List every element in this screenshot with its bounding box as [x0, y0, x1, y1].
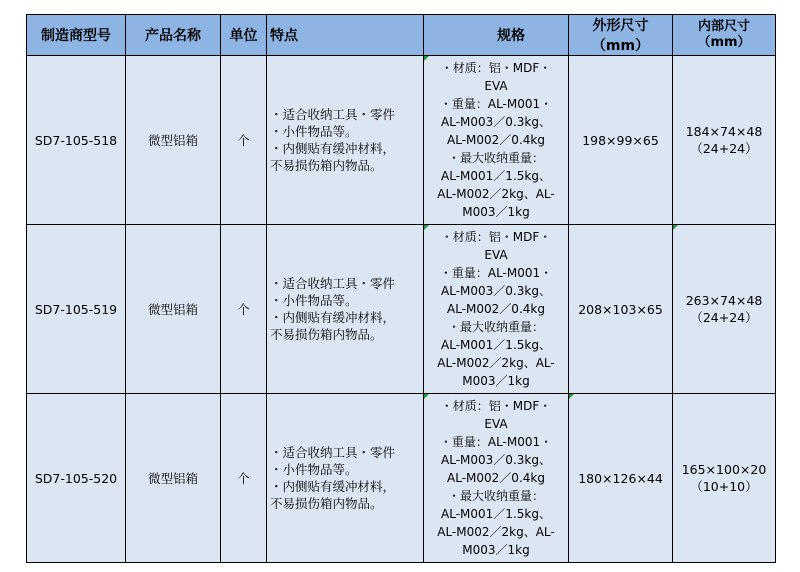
spec-line: AL-M001／1.5kg、: [441, 338, 551, 352]
header-name: 产品名称: [126, 15, 221, 56]
cell-model: SD7-105-520: [27, 394, 126, 563]
header-inner-size-line2: （mm）: [697, 35, 751, 50]
spec-line: AL-M002／0.4kg: [447, 302, 545, 316]
spec-line: M003／1kg: [462, 205, 530, 219]
spec-line: AL-M002／2kg、AL-: [437, 356, 555, 370]
spec-line: AL-M003／0.3kg、: [441, 453, 551, 467]
spec-line: AL-M002／2kg、AL-: [437, 525, 555, 539]
cell-name: 微型铝箱: [126, 56, 221, 225]
header-features: 特点: [267, 15, 424, 56]
inner-size-line: 184×74×48: [685, 124, 763, 139]
inner-size-line: （24+24）: [690, 141, 758, 156]
spec-line: AL-M003／0.3kg、: [441, 115, 551, 129]
cell-specs: [424, 56, 569, 225]
header-inner-size-line1: 内部尺寸: [697, 19, 750, 34]
product-spec-table: [26, 14, 776, 563]
cell-outer-size: [569, 394, 673, 563]
cell-model: SD7-105-519: [27, 225, 126, 394]
header-inner-size: [673, 15, 776, 56]
cell-unit: 个: [221, 394, 267, 563]
comment-marker-icon: [673, 225, 678, 230]
feature-line: 不易损伤箱内物品。: [270, 327, 383, 342]
spec-line: ・重量：AL-M001・: [439, 97, 553, 111]
feature-line: ・小件物品等。: [270, 462, 358, 477]
outer-size-value: 180×126×44: [578, 470, 663, 486]
spec-line: ・最大收纳重量：: [447, 320, 544, 334]
feature-line: 不易损伤箱内物品。: [270, 496, 383, 511]
spec-line: ・重量：AL-M001・: [439, 435, 553, 449]
cell-unit: 个: [221, 225, 267, 394]
feature-line: ・适合收纳工具・零件: [270, 107, 396, 122]
header-row: [27, 15, 776, 56]
product-table-wrapper: [26, 14, 776, 563]
cell-model: SD7-105-518: [27, 56, 126, 225]
comment-marker-icon: [569, 394, 574, 399]
spec-line: EVA: [484, 417, 508, 431]
inner-size-line: （24+24）: [690, 310, 758, 325]
spec-line: ・材质：铝・MDF・: [440, 61, 552, 75]
cell-name: 微型铝箱: [126, 394, 221, 563]
table-row: [27, 394, 776, 563]
inner-size-line: 165×100×20: [681, 462, 767, 477]
spec-line: EVA: [484, 248, 508, 262]
cell-features: [267, 225, 424, 394]
feature-line: ・小件物品等。: [270, 293, 358, 308]
spec-line: AL-M002／0.4kg: [447, 133, 545, 147]
feature-line: ・内侧贴有缓冲材料，: [270, 310, 396, 325]
table-row: [27, 56, 776, 225]
cell-inner-size: [673, 225, 776, 394]
cell-unit: 个: [221, 56, 267, 225]
spec-line: M003／1kg: [462, 543, 530, 557]
feature-line: ・适合收纳工具・零件: [270, 276, 396, 291]
spec-line: EVA: [484, 79, 508, 93]
comment-marker-icon: [424, 394, 429, 399]
inner-size-line: 263×74×48: [685, 293, 763, 308]
table-row: [27, 225, 776, 394]
spec-line: AL-M001／1.5kg、: [441, 507, 551, 521]
feature-line: ・适合收纳工具・零件: [270, 445, 396, 460]
spec-line: ・材质：铝・MDF・: [440, 399, 552, 413]
spec-line: AL-M002／0.4kg: [447, 471, 545, 485]
cell-outer-size: 208×103×65: [569, 225, 673, 394]
cell-inner-size: [673, 394, 776, 563]
inner-size-line: （10+10）: [690, 479, 758, 494]
cell-features: [267, 56, 424, 225]
header-model: 制造商型号: [27, 15, 126, 56]
feature-line: ・内侧贴有缓冲材料，: [270, 479, 396, 494]
cell-features: [267, 394, 424, 563]
header-unit: 单位: [221, 15, 267, 56]
header-outer-size: 外形尺寸（mm）: [569, 15, 673, 56]
spec-line: AL-M001／1.5kg、: [441, 169, 551, 183]
comment-marker-icon: [424, 225, 429, 230]
spec-line: ・最大收纳重量：: [447, 151, 544, 165]
spec-line: AL-M002／2kg、AL-: [437, 187, 555, 201]
header-specs: 规格: [424, 15, 569, 56]
comment-marker-icon: [424, 56, 429, 61]
spec-line: M003／1kg: [462, 374, 530, 388]
cell-name: 微型铝箱: [126, 225, 221, 394]
spec-line: AL-M003／0.3kg、: [441, 284, 551, 298]
feature-line: 不易损伤箱内物品。: [270, 158, 383, 173]
spec-line: ・重量：AL-M001・: [439, 266, 553, 280]
cell-specs: [424, 225, 569, 394]
cell-outer-size: 198×99×65: [569, 56, 673, 225]
cell-specs: [424, 394, 569, 563]
spec-line: ・最大收纳重量：: [447, 489, 544, 503]
feature-line: ・内侧贴有缓冲材料，: [270, 141, 396, 156]
feature-line: ・小件物品等。: [270, 124, 358, 139]
cell-inner-size: [673, 56, 776, 225]
spec-line: ・材质：铝・MDF・: [440, 230, 552, 244]
